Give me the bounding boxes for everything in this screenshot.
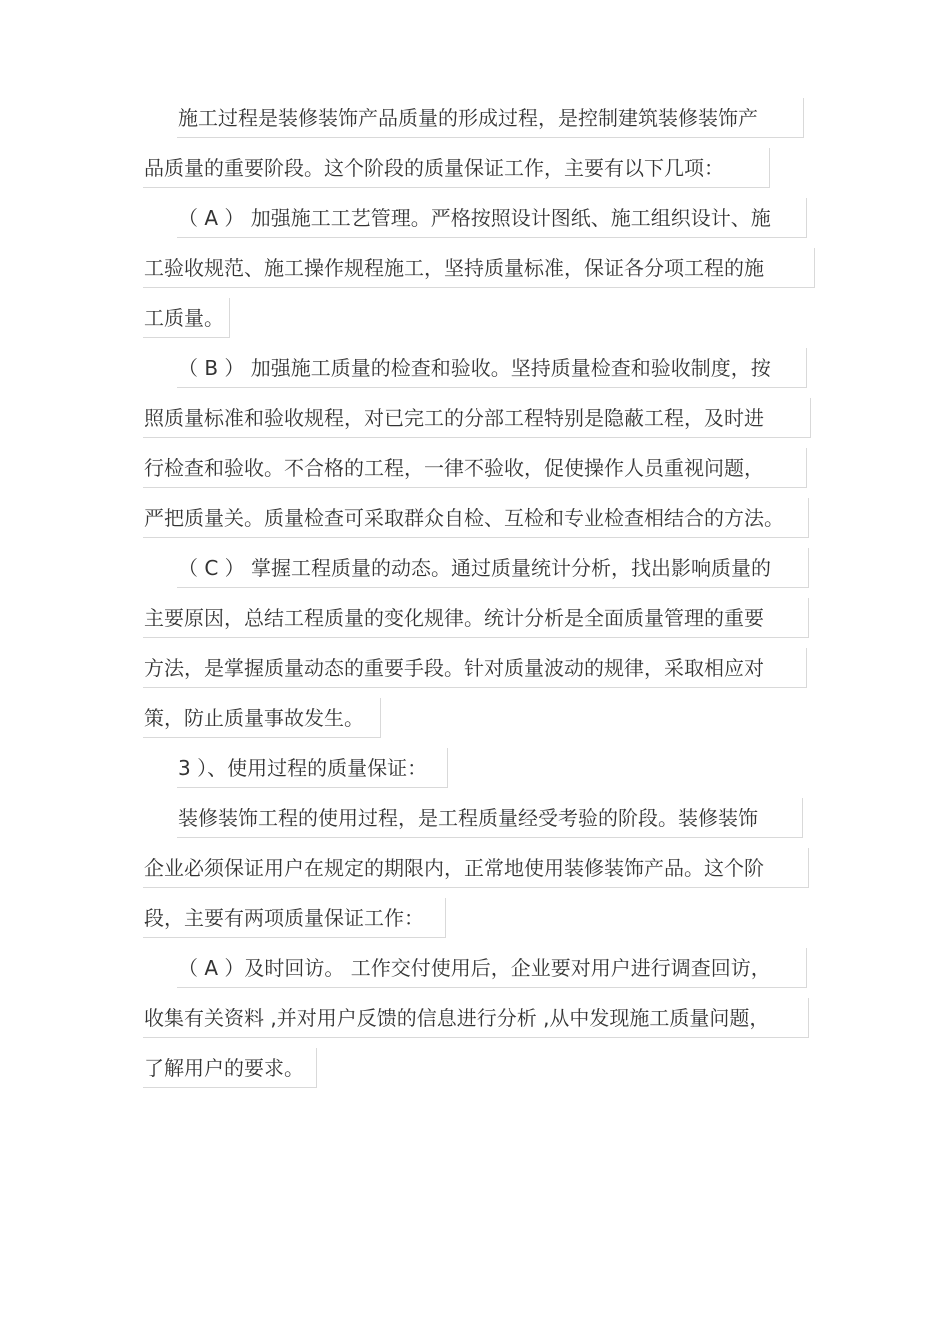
text-line: 策，防止质量事故发生。 [143,698,381,738]
text-line: 方法，是掌握质量动态的重要手段。针对质量波动的规律，采取相应对 [143,648,807,688]
text-line: 企业必须保证用户在规定的期限内，正常地使用装修装饰产品。这个阶 [143,848,809,888]
text-line: （ C ） 掌握工程质量的动态。通过质量统计分析，找出影响质量的 [177,548,809,588]
text-line: 3 ）、使用过程的质量保证： [177,748,448,788]
text-line: 品质量的重要阶段。这个阶段的质量保证工作，主要有以下几项： [143,148,770,188]
text-line: 了解用户的要求。 [143,1048,317,1088]
text-line: 收集有关资料 ,并对用户反馈的信息进行分析 ,从中发现施工质量问题， [143,998,809,1038]
text-line: 段，主要有两项质量保证工作： [143,898,446,938]
text-line: 照质量标准和验收规程，对已完工的分部工程特别是隐蔽工程，及时进 [143,398,811,438]
text-line: 施工过程是装修装饰产品质量的形成过程，是控制建筑装修装饰产 [177,98,804,138]
text-line: （ B ） 加强施工质量的检查和验收。坚持质量检查和验收制度，按 [177,348,807,388]
text-line: 主要原因，总结工程质量的变化规律。统计分析是全面质量管理的重要 [143,598,809,638]
text-line: （ A ） 加强施工工艺管理。严格按照设计图纸、施工组织设计、施 [177,198,807,238]
text-line: 行检查和验收。不合格的工程，一律不验收，促使操作人员重视问题， [143,448,807,488]
text-line: （ A ）及时回访。 工作交付使用后，企业要对用户进行调查回访， [177,948,807,988]
text-line: 装修装饰工程的使用过程，是工程质量经受考验的阶段。装修装饰 [177,798,803,838]
text-line: 工验收规范、施工操作规程施工，坚持质量标准，保证各分项工程的施 [143,248,815,288]
text-line: 严把质量关。质量检查可采取群众自检、互检和专业检查相结合的方法。 [143,498,809,538]
text-line: 工质量。 [143,298,230,338]
